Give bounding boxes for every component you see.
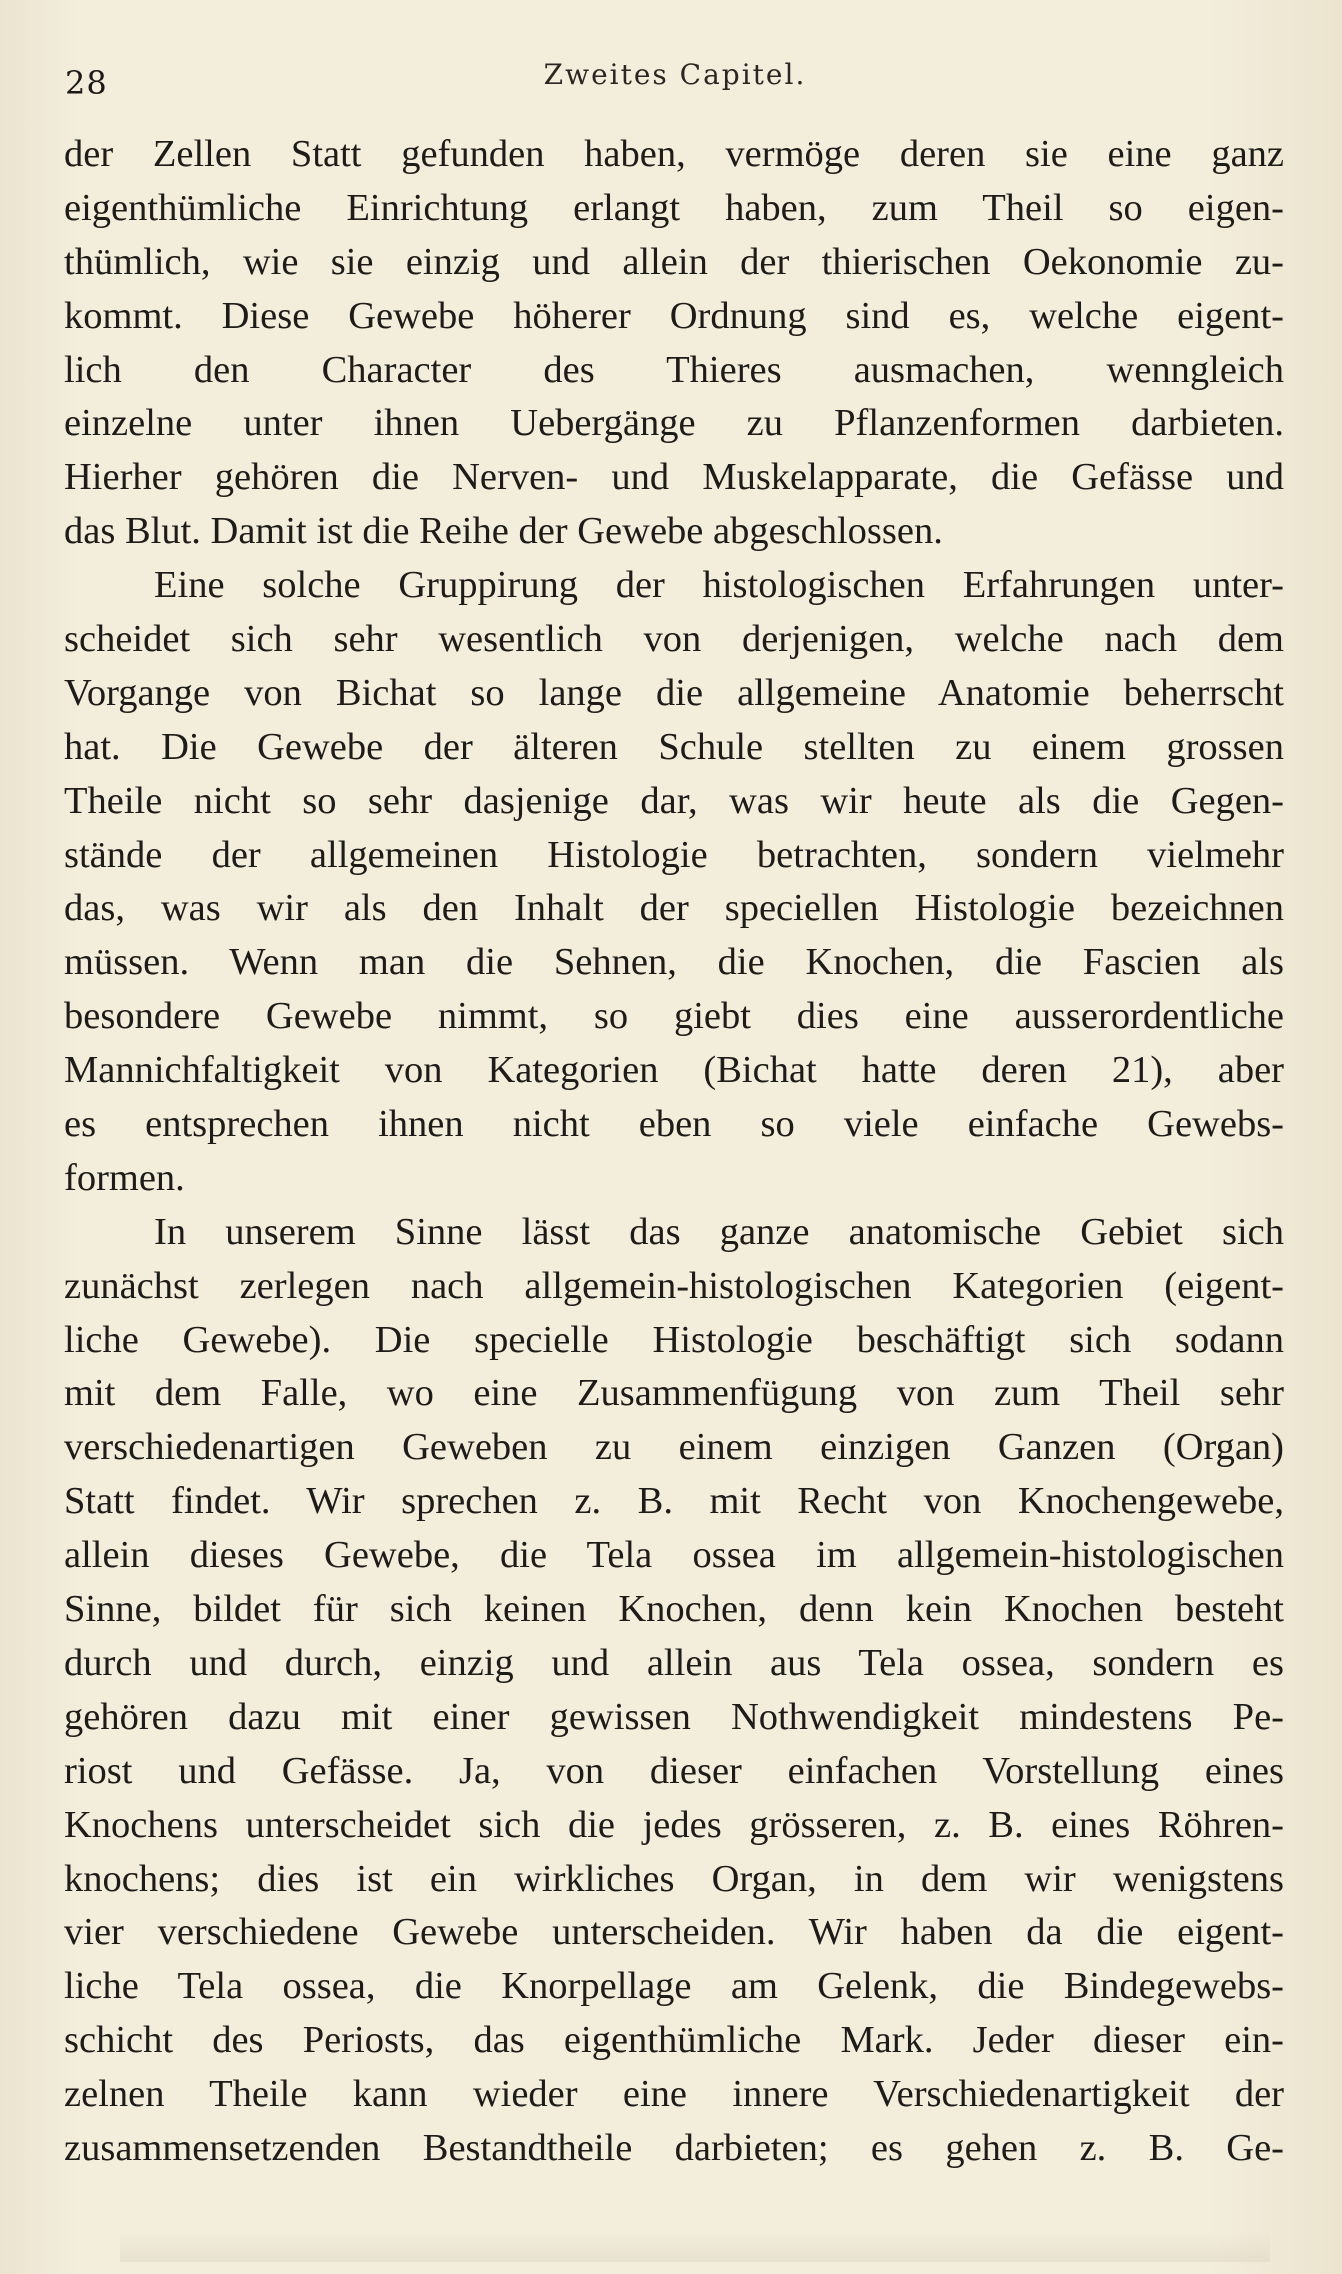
text-line: es entsprechen ihnen nicht eben so viele einfache Gewebs- (64, 1103, 1284, 1146)
text-line: formen. (64, 1156, 185, 1199)
text-line: scheidet sich sehr wesentlich von derjenigen, welche nach dem (64, 618, 1284, 661)
text-line: mit dem Falle, wo eine Zusammenfügung von zum Theil sehr (64, 1372, 1284, 1415)
page-header (65, 58, 1285, 102)
text-line: vier verschiedene Gewebe unterscheiden. Wir haben da die eigent- (64, 1911, 1284, 1954)
text-line: lich den Character des Thieres ausmachen, wenngleich (64, 348, 1284, 391)
text-line: einzelne unter ihnen Uebergänge zu Pflanzenformen darbieten. (64, 402, 1284, 445)
text-line: zusammensetzenden Bestandtheile darbieten; es gehen z. B. Ge- (64, 2126, 1284, 2169)
text-line: der Zellen Statt gefunden haben, vermöge deren sie eine ganz (64, 133, 1284, 175)
text-line: Vorgange von Bichat so lange die allgemeine Anatomie beherrscht (64, 671, 1284, 714)
text-line: schicht des Periosts, das eigenthümliche Mark. Jeder dieser ein- (64, 2019, 1284, 2062)
text-line: eigenthümliche Einrichtung erlangt haben, zum Theil so eigen- (64, 186, 1284, 229)
text-line: das, was wir als den Inhalt der speciellen Histologie bezeichnen (64, 887, 1284, 930)
text-line: allein dieses Gewebe, die Tela ossea im allgemein-histologischen (64, 1534, 1284, 1577)
paragraph-start-line: Eine solche Gruppirung der histologischen Erfahrungen unter- (154, 564, 1284, 607)
text-line: Sinne, bildet für sich keinen Knochen, denn kein Knochen besteht (64, 1588, 1284, 1631)
text-line: Hierher gehören die Nerven- und Muskelapparate, die Gefässe und (64, 456, 1284, 499)
text-line: müssen. Wenn man die Sehnen, die Knochen, die Fascien als (64, 941, 1284, 984)
body-text (64, 128, 1284, 2176)
text-line: Mannichfaltigkeit von Kategorien (Bichat hatte deren 21), aber (64, 1049, 1284, 1092)
text-line: stände der allgemeinen Histologie betrachten, sondern vielmehr (64, 833, 1284, 876)
text-line: thümlich, wie sie einzig und allein der thierischen Oekonomie zu- (64, 240, 1284, 283)
text-line: riost und Gefässe. Ja, von dieser einfachen Vorstellung eines (64, 1749, 1284, 1792)
text-line: Statt findet. Wir sprechen z. B. mit Recht von Knochengewebe, (64, 1480, 1284, 1523)
text-line: gehören dazu mit einer gewissen Nothwendigkeit mindestens Pe- (64, 1695, 1284, 1738)
text-line: zunächst zerlegen nach allgemein-histologischen Kategorien (eigent- (64, 1264, 1284, 1307)
text-line: das Blut. Damit ist die Reihe der Gewebe abgeschlossen. (64, 510, 943, 553)
text-line: Knochens unterscheidet sich die jedes grösseren, z. B. eines Röhren- (64, 1803, 1284, 1846)
text-line: liche Gewebe). Die specielle Histologie beschäftigt sich sodann (64, 1318, 1284, 1361)
text-line: durch und durch, einzig und allein aus Tela ossea, sondern es (64, 1641, 1284, 1684)
text-line: liche Tela ossea, die Knorpellage am Gelenk, die Bindegewebs- (64, 1965, 1284, 2008)
text-line: besondere Gewebe nimmt, so giebt dies eine ausserordentliche (64, 995, 1284, 1038)
text-line: knochens; dies ist ein wirkliches Organ, in dem wir wenigstens (64, 1857, 1284, 1900)
paragraph-start-line: In unserem Sinne lässt das ganze anatomische Gebiet sich (154, 1210, 1284, 1253)
running-head: Zweites Capitel. (543, 58, 807, 91)
text-line: verschiedenartigen Geweben zu einem einzigen Ganzen (Organ) (64, 1426, 1284, 1469)
page-number: 28 (65, 64, 108, 102)
text-line: zelnen Theile kann wieder eine innere Verschiedenartigkeit der (64, 2073, 1284, 2116)
text-line: Theile nicht so sehr dasjenige dar, was wir heute als die Gegen- (64, 779, 1284, 822)
text-line: hat. Die Gewebe der älteren Schule stellten zu einem grossen (64, 725, 1284, 768)
text-line: kommt. Diese Gewebe höherer Ordnung sind es, welche eigent- (64, 294, 1284, 337)
bleed-through-shadow (120, 2232, 1270, 2262)
